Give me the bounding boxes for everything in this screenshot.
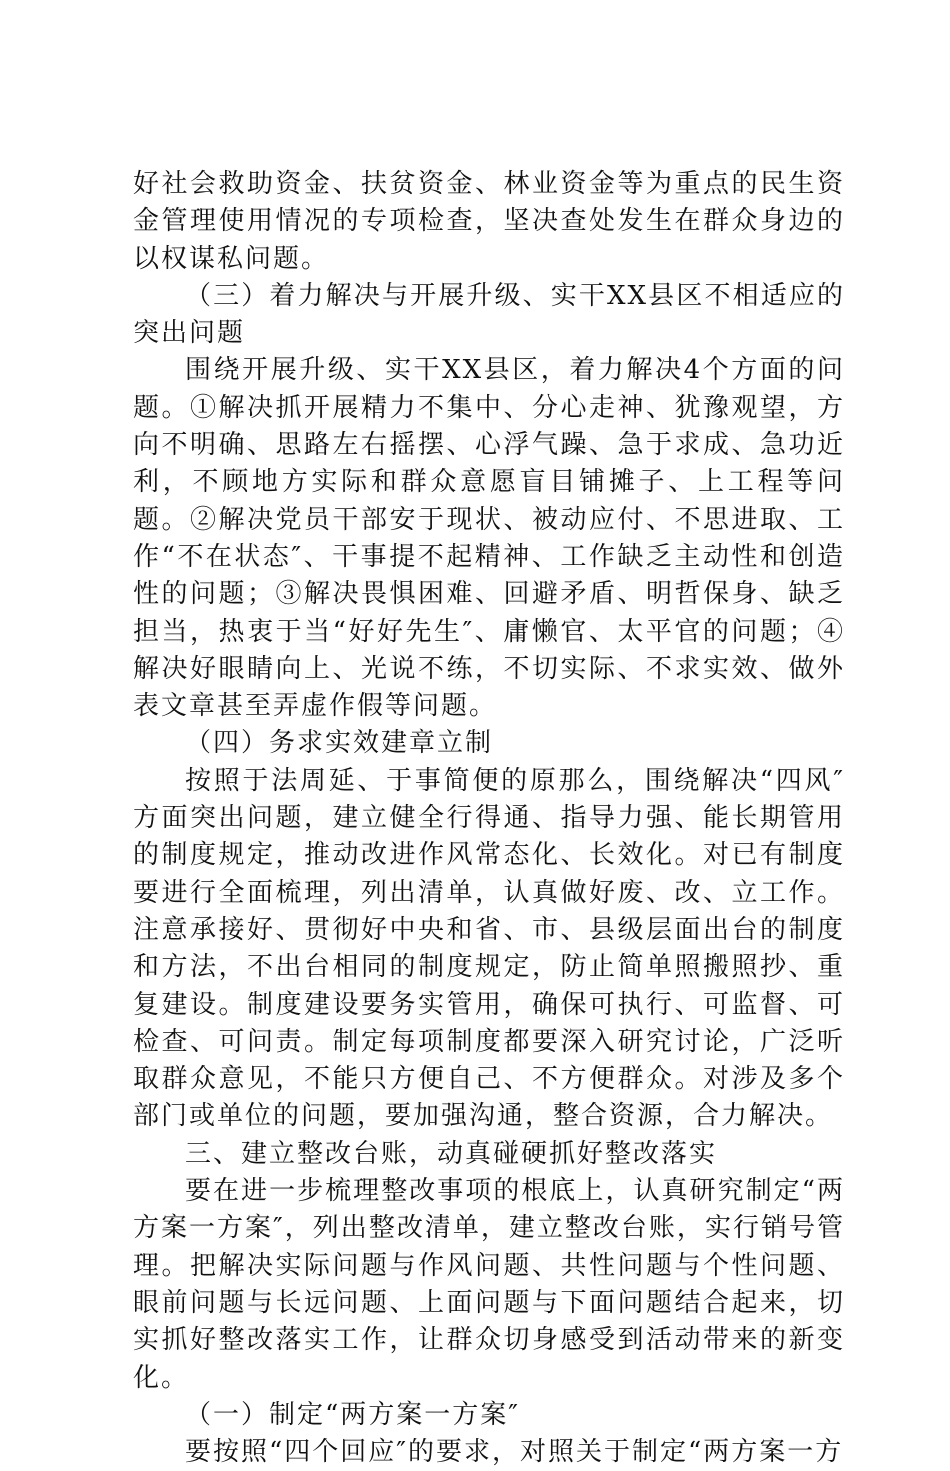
paragraph-problems: 围绕开展升级、实干XX县区，着力解决4个方面的问题。①解决抓开展精力不集中、分心走神、犹豫观望，方向不明确、思路左右摇摆、心浮气躁、急于求成、急功近利，不顾地方实际和群众意愿盲目铺摊子、上工程等问题。②解决党员干部安于现状、被动应付、不思进取、工作“不在状态″、干事提不起精神、工作缺乏主动性和创造性的问题；③解决畏惧困难、回避矛盾、明哲保身、缺乏担当，热衷于当“好好先生″、庸懒官、太平官的问题；④解决好眼睛向上、光说不练，不切实际、不求实效、做外表文章甚至弄虚作假等问题。 [133, 355, 845, 722]
section-heading-3: （三）着力解决与开展升级、实干XX县区不相适应的突出问题 [133, 280, 845, 349]
paragraph-rules: 按照于法周延、于事简便的原那么，围绕解决“四风″方面突出问题，建立健全行得通、指导力强、能长期管用的制度规定，推动改进作风常态化、长效化。对已有制度要进行全面梳理，列出清单，认真做好废、改、立工作。注意承接好、贯彻好中央和省、市、县级层面出台的制度和方法，不出台相同的制度规定，防止简单照搬照抄、重复建设。制度建设要务实管用，确保可执行、可监督、可检查、可问责。制定每项制度都要深入研究讨论，广泛听取群众意见，不能只方便自己、不方便群众。对涉及多个部门或单位的问题，要加强沟通，整合资源，合力解决。 [133, 765, 845, 1132]
section-heading-4: （四）务求实效建章立制 [185, 728, 494, 759]
paragraph-rectification: 要在进一步梳理整改事项的根底上，认真研究制定“两方案一方案″，列出整改清单，建立整改台账，实行销号管理。把解决实际问题与作风问题、共性问题与个性问题、眼前问题与长远问题、上面问题与下面问题结合起来，切实抓好整改落实工作，让群众切身感受到活动带来的新变化。 [133, 1176, 845, 1393]
paragraph-plan: 要按照“四个回应″的要求，对照关于制定“两方案一方 [185, 1437, 844, 1468]
chapter-heading-3: 三、建立整改台账，动真碰硬抓好整改落实 [185, 1138, 718, 1169]
document-body [133, 166, 845, 1471]
paragraph-continuation: 好社会救助资金、扶贫资金、林业资金等为重点的民生资金管理使用情况的专项检查，坚决查处发生在群众身边的以权谋私问题。 [133, 169, 845, 274]
section-heading-1: （一）制定“两方案一方案″ [185, 1399, 521, 1430]
